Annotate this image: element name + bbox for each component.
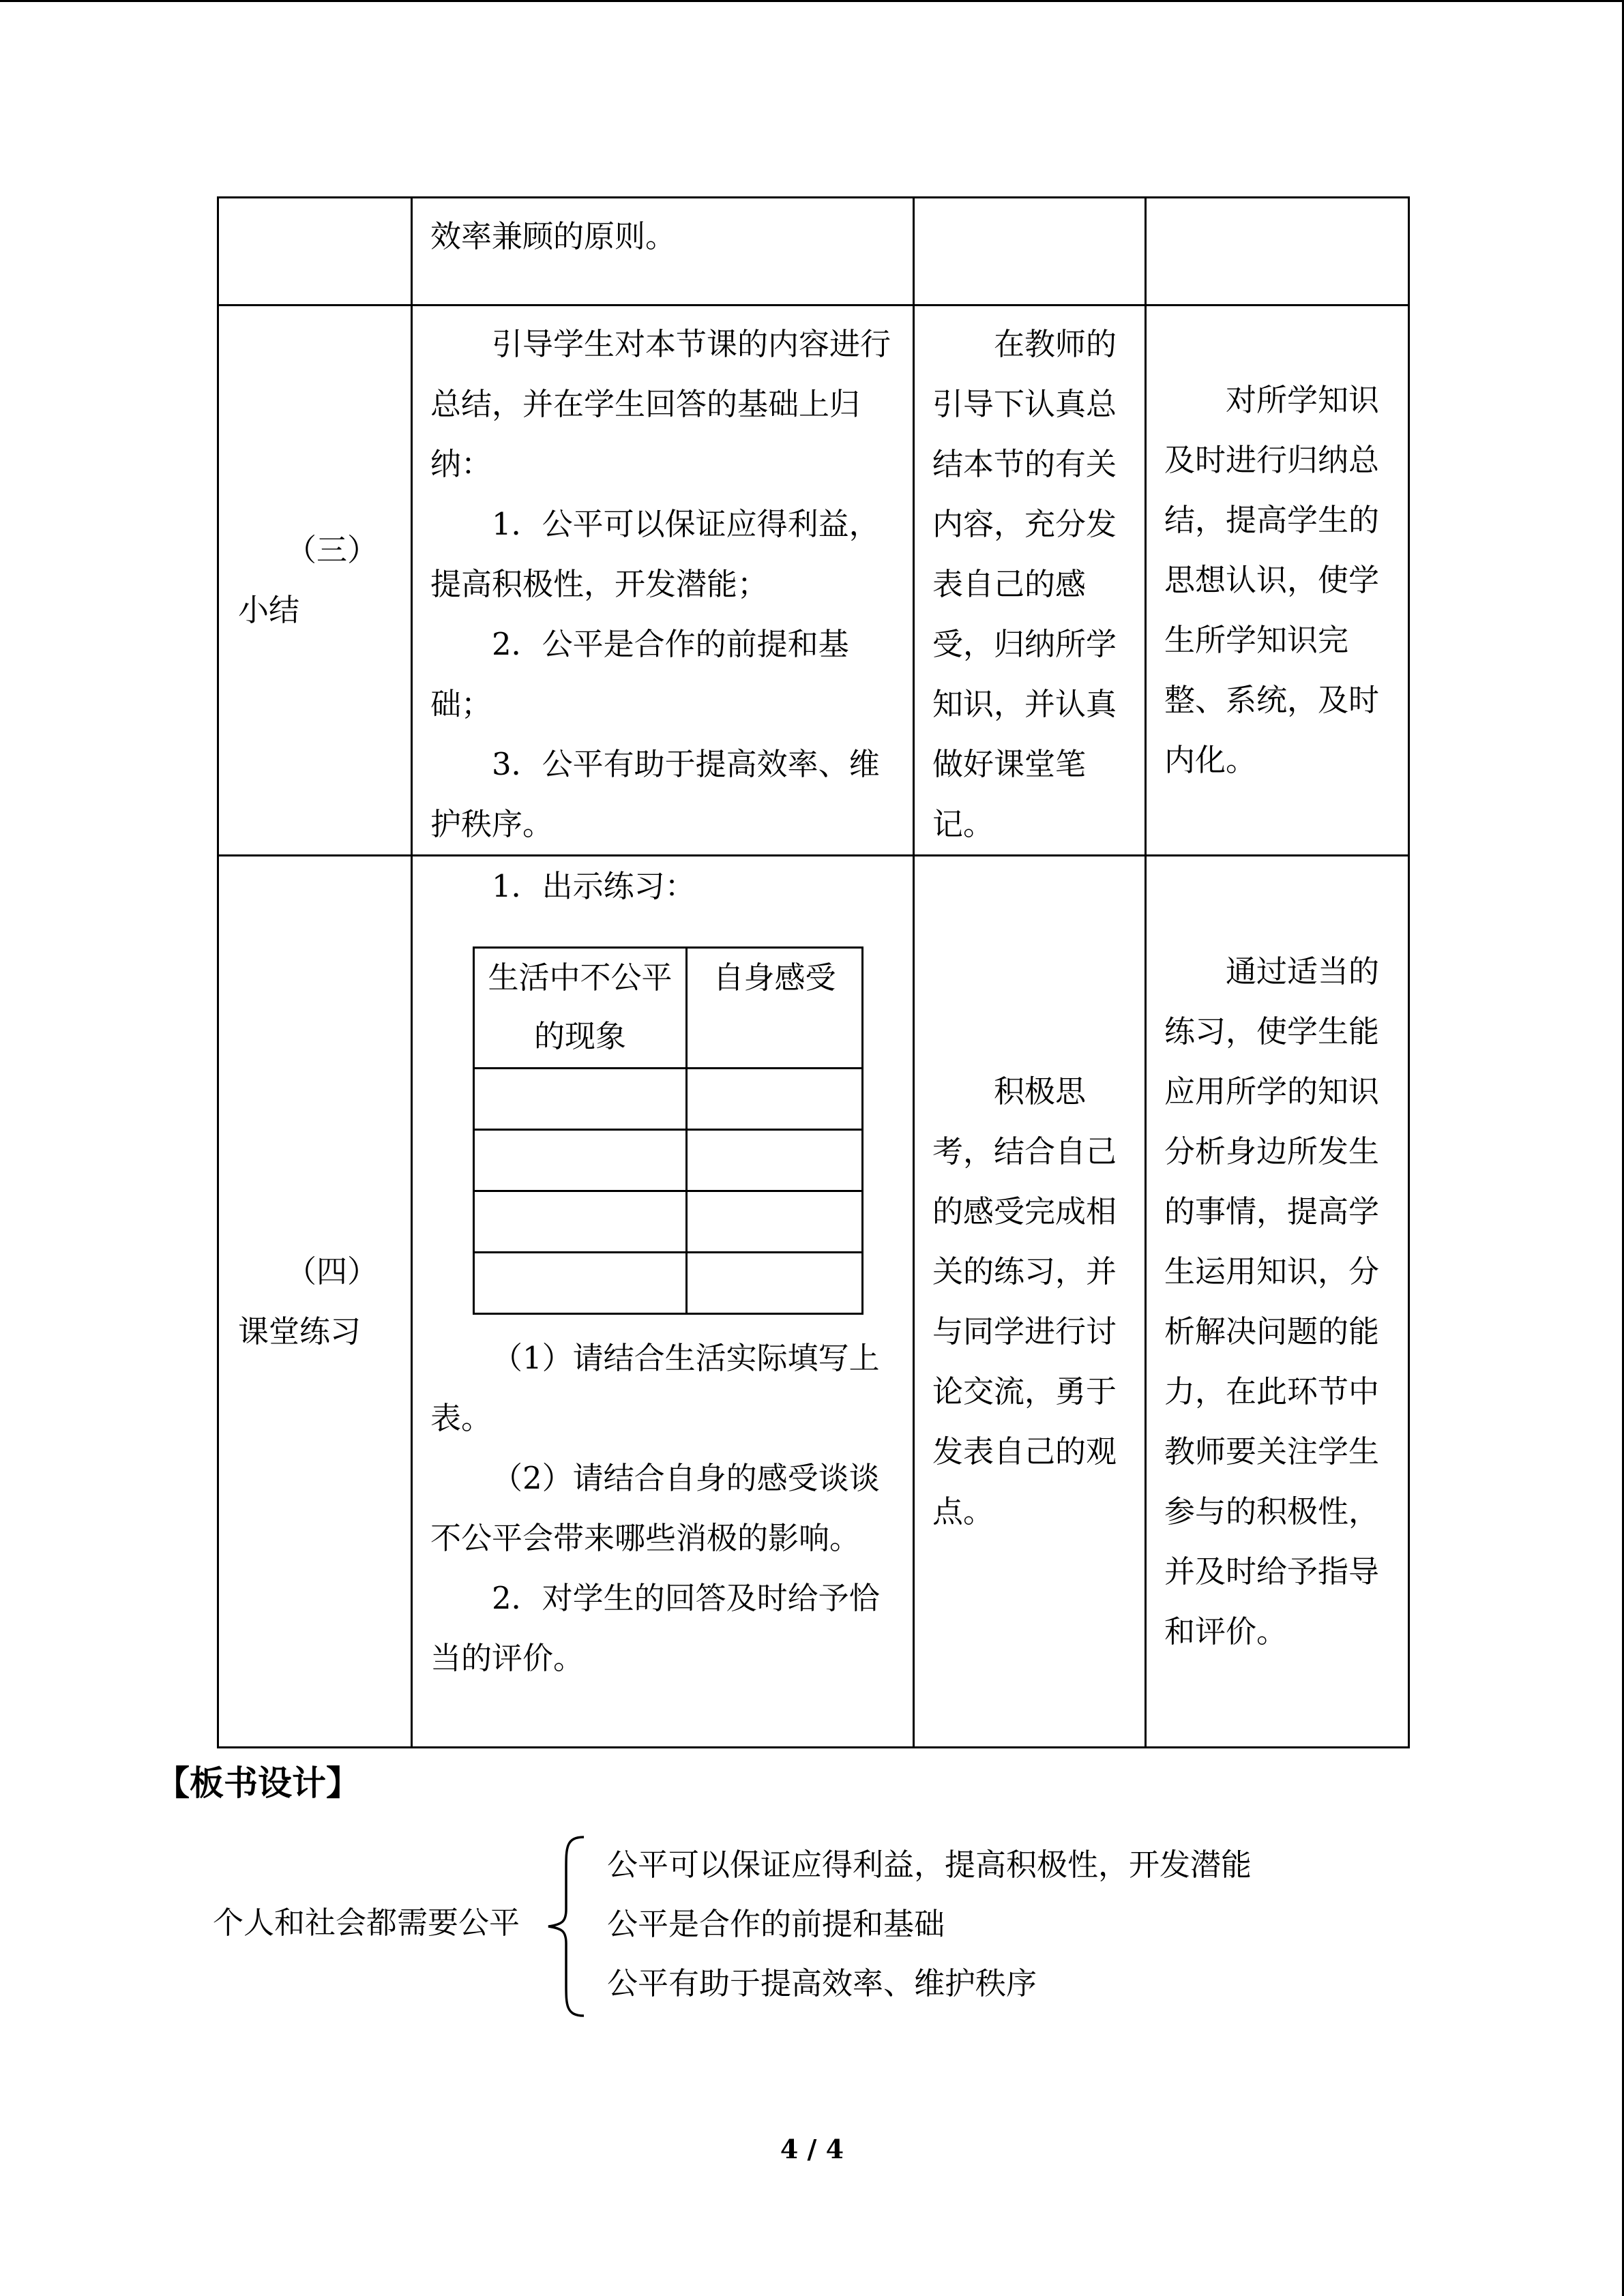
practice-table-header: 生活中不公平的现象 [474,948,687,1069]
practice-table-header: 自身感受 [687,948,863,1069]
continuation-text: 效率兼顾的原则。 [430,218,677,254]
practice-item-1: 1．出示练习： [492,868,696,904]
practice-table-cell[interactable] [474,1253,687,1314]
practice-question-1: （1）请结合生活实际填写上表。 [430,1340,880,1436]
student-activity-cell [914,198,1146,305]
practice-table [473,946,863,1315]
practice-table-cell[interactable] [474,1191,687,1253]
stage-cell-summary [218,305,412,856]
page-top-border [0,0,1624,2]
practice-table-cell[interactable] [687,1253,863,1314]
stage-cell-practice [218,856,412,1748]
student-activity-cell [914,305,1146,856]
practice-table-cell[interactable] [474,1130,687,1191]
board-main-topic: 个人和社会都需要公平 [213,1905,520,1941]
stage-name: 小结 [238,592,300,628]
summary-intro: 引导学生对本节课的内容进行总结，并在学生回答的基础上归纳： [430,326,891,482]
practice-table-cell[interactable] [687,1130,863,1191]
teacher-activity-cell [412,198,914,305]
design-intent-cell [1146,198,1409,305]
practice-table-cell[interactable] [474,1069,687,1130]
board-design-heading: 【板书设计】 [156,1763,360,1803]
design-intent-cell [1146,856,1409,1748]
stage-number: （三） [285,532,378,568]
design-intent-cell [1146,305,1409,856]
board-point: 公平是合作的前提和基础 [607,1906,945,1942]
board-point: 公平可以保证应得利益，提高积极性，开发潜能 [607,1847,1252,1883]
curly-brace-icon [539,1834,593,2018]
student-activity-cell [914,856,1146,1748]
table-row-continuation [218,198,1409,305]
practice-table-cell[interactable] [687,1069,863,1130]
stage-cell-empty [218,198,412,305]
summary-point: 3．公平有助于提高效率、维护秩序。 [430,746,880,842]
summary-point: 2．公平是合作的前提和基础； [430,626,849,722]
teacher-activity-cell [412,856,914,1748]
practice-table-cell[interactable] [687,1191,863,1253]
practice-question-2: （2）请结合自身的感受谈谈不公平会带来哪些消极的影响。 [430,1460,880,1556]
board-point: 公平有助于提高效率、维护秩序 [607,1965,1037,2001]
practice-item-2: 2．对学生的回答及时给予恰当的评价。 [430,1580,880,1676]
table-row-summary [218,305,1409,856]
design-intent-text: 通过适当的练习，使学生能应用所学的知识分析身边所发生的事情，提高学生运用知识，分析解决问题的能力，在此环节中教师要关注学生参与的积极性，并及时给予指导和评价。 [1164,953,1380,1650]
page-number: 4 / 4 [780,2134,844,2164]
stage-number: （四） [285,1253,378,1289]
lesson-plan-table [217,196,1410,1748]
design-intent-text: 对所学知识及时进行归纳总结，提高学生的思想认识，使学生所学知识完整、系统，及时内化。 [1164,382,1380,778]
stage-name: 课堂练习 [238,1313,361,1350]
table-row-practice [218,856,1409,1748]
student-activity-text: 积极思考，结合自己的感受完成相关的练习，并与同学进行讨论交流，勇于发表自己的观点。 [932,1073,1117,1530]
teacher-activity-cell [412,305,914,856]
summary-point: 1．公平可以保证应得利益，提高积极性，开发潜能； [430,506,880,602]
student-activity-text: 在教师的引导下认真总结本节的有关内容，充分发表自己的感受，归纳所学知识，并认真做好课堂笔记。 [932,326,1117,842]
